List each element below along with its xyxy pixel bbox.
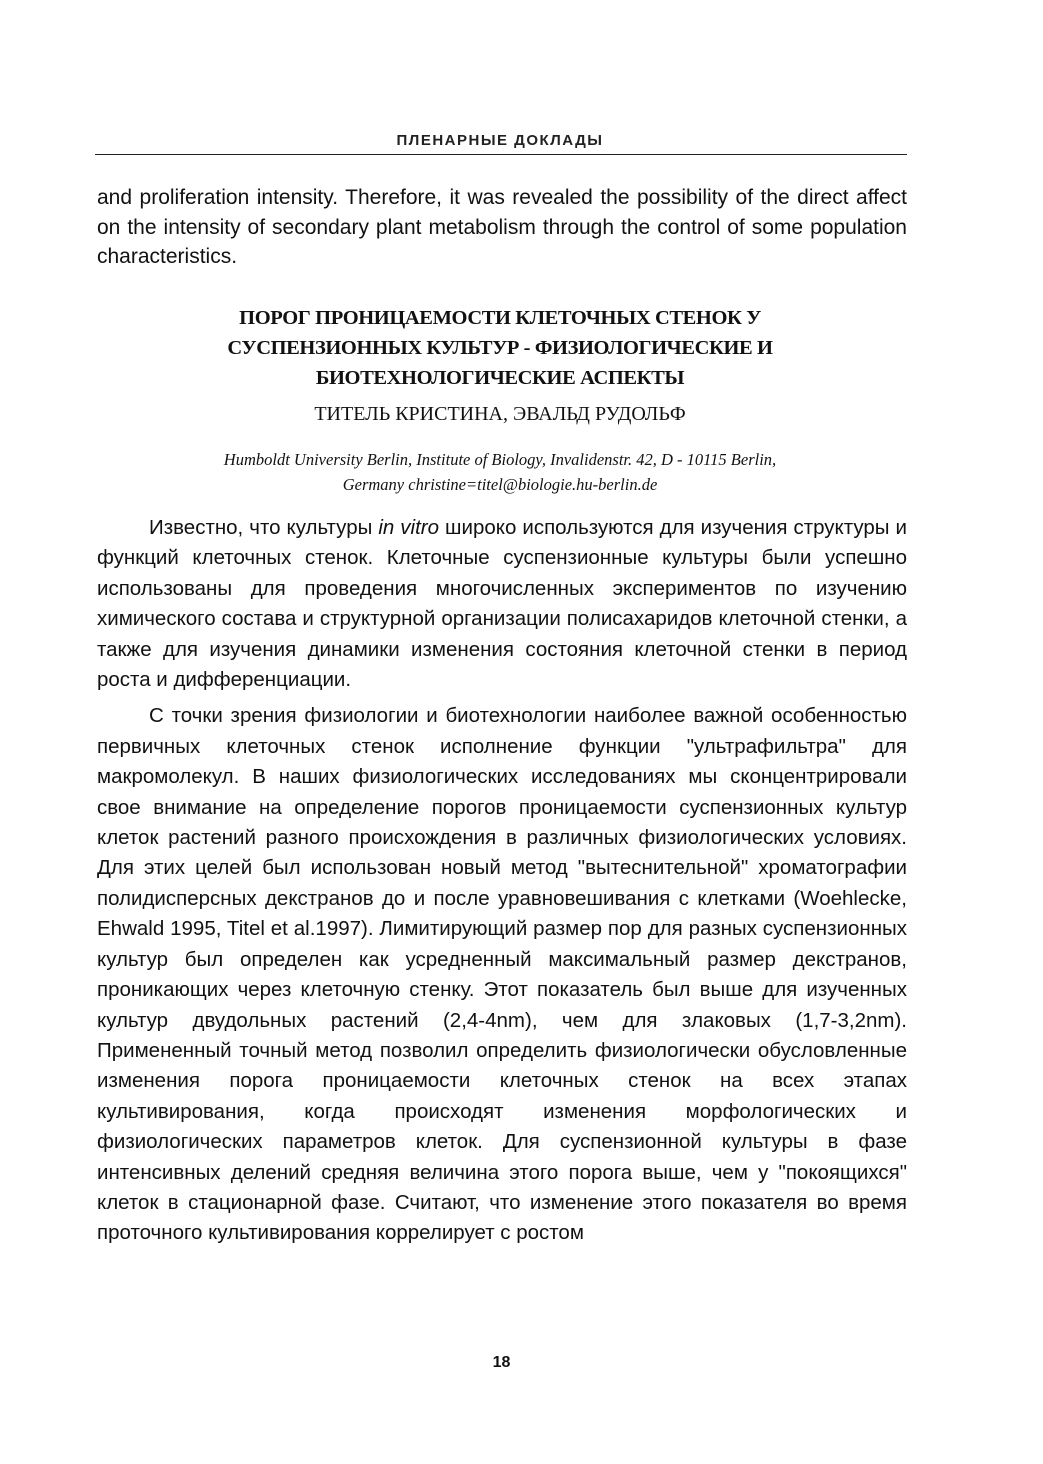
affiliation-line: Humboldt University Berlin, Institute of Biology, Invalidenstr. 42, D - 10115 Berlin,: [223, 450, 777, 469]
affiliation-line: Germany christine=titel@biologie.hu-berlin.de: [342, 475, 658, 494]
title-line: ПОРОГ ПРОНИЦАЕМОСТИ КЛЕТОЧНЫХ СТЕНОК У: [239, 307, 761, 329]
intro-paragraph: and proliferation intensity. Therefore, it was revealed the possibility of the direct affect on the intensity of secondary plant metabolism through the control of some population characteristics.: [97, 186, 907, 268]
page-number: 18: [492, 1354, 511, 1371]
header-rule: [95, 154, 907, 155]
article-body: [97, 513, 907, 1249]
author-affiliation: [110, 447, 890, 497]
article-title: [120, 303, 880, 393]
italic-term: in vitro: [378, 516, 440, 539]
article-authors: ТИТЕЛЬ КРИСТИНА, ЭВАЛЬД РУДОЛЬФ: [314, 403, 686, 425]
paragraph-text: широко используются для изучения структуры и функций клеточных стенок. Клеточные суспензионные культуры были успешно использованы для проведения многочисленных экспериментов по изучению химического состава и структурной организации полисахаридов клеточной стенки, а также для изучения динамики изменения состояния клеточной стенки в период роста и дифференциации.: [97, 516, 907, 692]
title-line: БИОТЕХНОЛОГИЧЕСКИЕ АСПЕКТЫ: [315, 367, 685, 389]
running-head: ПЛЕНАРНЫЕ ДОКЛАДЫ: [396, 132, 604, 149]
title-line: СУСПЕНЗИОННЫХ КУЛЬТУР - ФИЗИОЛОГИЧЕСКИЕ И: [227, 337, 773, 359]
body-paragraph-1: [97, 513, 907, 695]
paragraph-text: Известно, что культуры: [149, 516, 379, 539]
body-paragraph-2: С точки зрения физиологии и биотехнологии наиболее важной особенностью первичных клеточных стенок исполнение функции "ультрафильтра" для макромолекул. В наших физиологических исследованиях мы сконцентрировали свое внимание на определение порогов проницаемости суспензионных культур клеток растений разного происхождения в различных физиологических условиях. Для этих целей был использован новый метод "вытеснительной" хроматографии полидисперсных декстранов до и после уравновешивания с клетками (Woehlecke, Ehwald 1995, Titel et al.1997). Лимитирующий размер пор для разных суспензионных культур был определен как усредненный максимальный размер декстранов, проникающих через клеточную стенку. Этот показатель был выше для изученных культур двудольных растений (2,4-4nm), чем для злаковых (1,7-3,2nm). Примененный точный метод позволил определить физиологически обусловленные изменения порога проницаемости клеточных стенок на всех этапах культивирования, когда происходят изменения морфологических и физиологических параметров клеток. Для суспензионной культуры в фазе интенсивных делений средняя величина этого порога выше, чем у "покоящихся" клеток в стационарной фазе. Считают, что изменение этого показателя во время проточного культивирования коррелирует с ростом: [97, 704, 907, 1245]
